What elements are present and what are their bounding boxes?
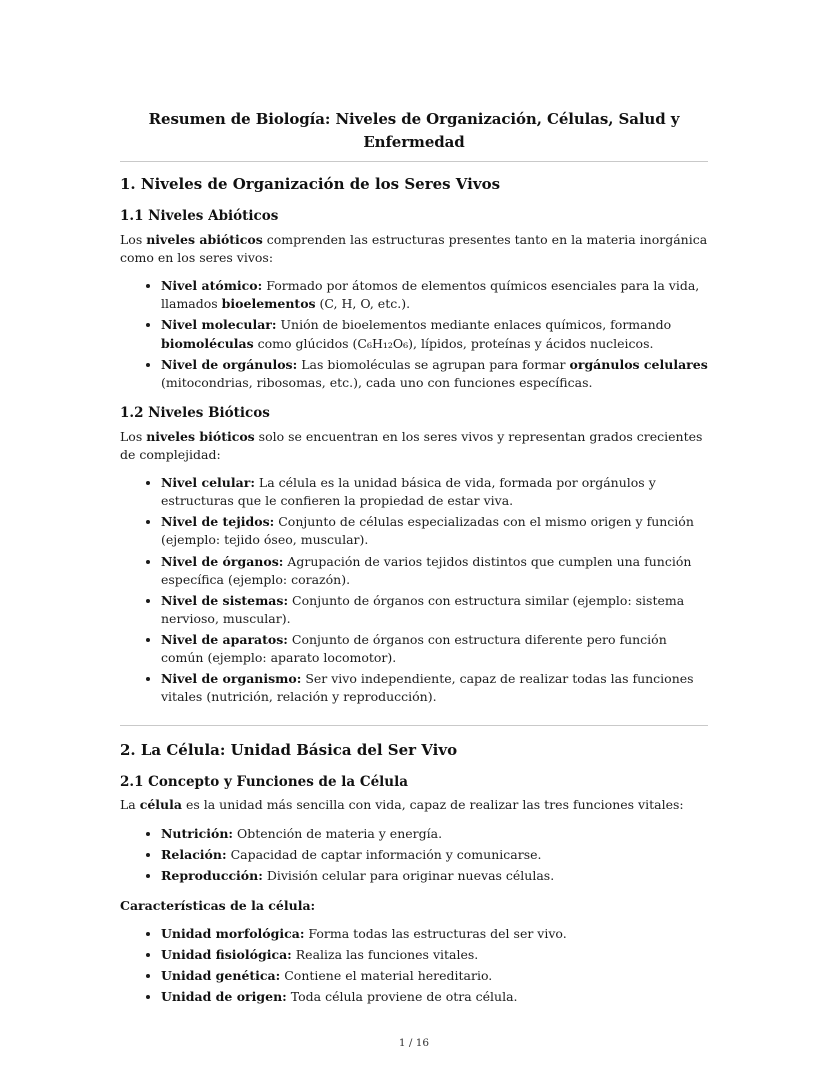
list-item: • Nivel molecular: Unión de bioelementos mediante enlaces químicos, formando biomoléculas como glúcidos (C₆H₁₂O₆), lípidos, proteínas y ácidos nucleicos. [161, 316, 708, 352]
subsection-2-1-heading: 2.1 Concepto y Funciones de la Célula [120, 773, 408, 790]
list-item: • Nivel de orgánulos: Las biomoléculas se agrupan para formar orgánulos celulares (mitocondrias, ribosomas, etc.), cada uno con funciones específicas. [161, 356, 708, 392]
section-1-heading: 1. Niveles de Organización de los Seres Vivos [120, 175, 501, 193]
bullet-list-1-1 [120, 277, 708, 392]
list-item: • Relación: Capacidad de captar información y comunicarse. [161, 846, 708, 864]
list-item: • Nivel celular: La célula es la unidad básica de vida, formada por orgánulos y estructuras que le confieren la propiedad de estar viva. [161, 474, 708, 510]
list-item: • Unidad fisiológica: Realiza las funciones vitales. [161, 946, 708, 964]
list-item: • Nivel de aparatos: Conjunto de órganos con estructura diferente pero función común (ejemplo: aparato locomotor). [161, 631, 708, 667]
bullet-list-caracteristicas [120, 925, 708, 1007]
list-item: • Reproducción: División celular para originar nuevas células. [161, 867, 708, 885]
section-divider [120, 725, 708, 726]
list-item: • Nivel de órganos: Agrupación de varios tejidos distintos que cumplen una función específica (ejemplo: corazón). [161, 553, 708, 589]
list-item: • Unidad de origen: Toda célula proviene de otra célula. [161, 988, 708, 1006]
caracteristicas-heading: Características de la célula: [120, 897, 316, 913]
list-item: • Nivel de organismo: Ser vivo independiente, capaz de realizar todas las funciones vitales (nutrición, relación y reproducción). [161, 670, 708, 706]
subsection-1-1-heading: 1.1 Niveles Abióticos [120, 208, 279, 224]
list-item: • Unidad morfológica: Forma todas las estructuras del ser vivo. [161, 925, 708, 943]
subsection-1-2-heading: 1.2 Niveles Bióticos [120, 404, 270, 421]
intro-paragraph-2-1: La célula es la unidad más sencilla con vida, capaz de realizar las tres funciones vitales: [120, 797, 684, 813]
document-title: Resumen de Biología: Niveles de Organización, Células, Salud y Enfermedad [148, 110, 680, 151]
list-item: • Nivel de sistemas: Conjunto de órganos con estructura similar (ejemplo: sistema nervioso, muscular). [161, 592, 708, 628]
list-item: • Nutrición: Obtención de materia y energía. [161, 825, 708, 843]
title-divider [120, 161, 708, 162]
list-item: • Nivel atómico: Formado por átomos de elementos químicos esenciales para la vida, llamados bioelementos (C, H, O, etc.). [161, 277, 708, 313]
page-number: 1 / 16 [398, 1037, 430, 1049]
intro-paragraph-1-2: Los niveles bióticos solo se encuentran en los seres vivos y representan grados crecientes de complejidad: [120, 428, 703, 462]
list-item: • Nivel de tejidos: Conjunto de células especializadas con el mismo origen y función (ejemplo: tejido óseo, muscular). [161, 513, 708, 549]
list-item: • Unidad genética: Contiene el material hereditario. [161, 967, 708, 985]
bullet-list-1-2 [120, 474, 708, 707]
section-2-heading: 2. La Célula: Unidad Básica del Ser Vivo [120, 740, 458, 759]
bullet-list-2-1 [120, 825, 708, 885]
intro-paragraph-1-1: Los niveles abióticos comprenden las estructuras presentes tanto en la materia inorgánica como en los seres vivos: [120, 231, 708, 266]
